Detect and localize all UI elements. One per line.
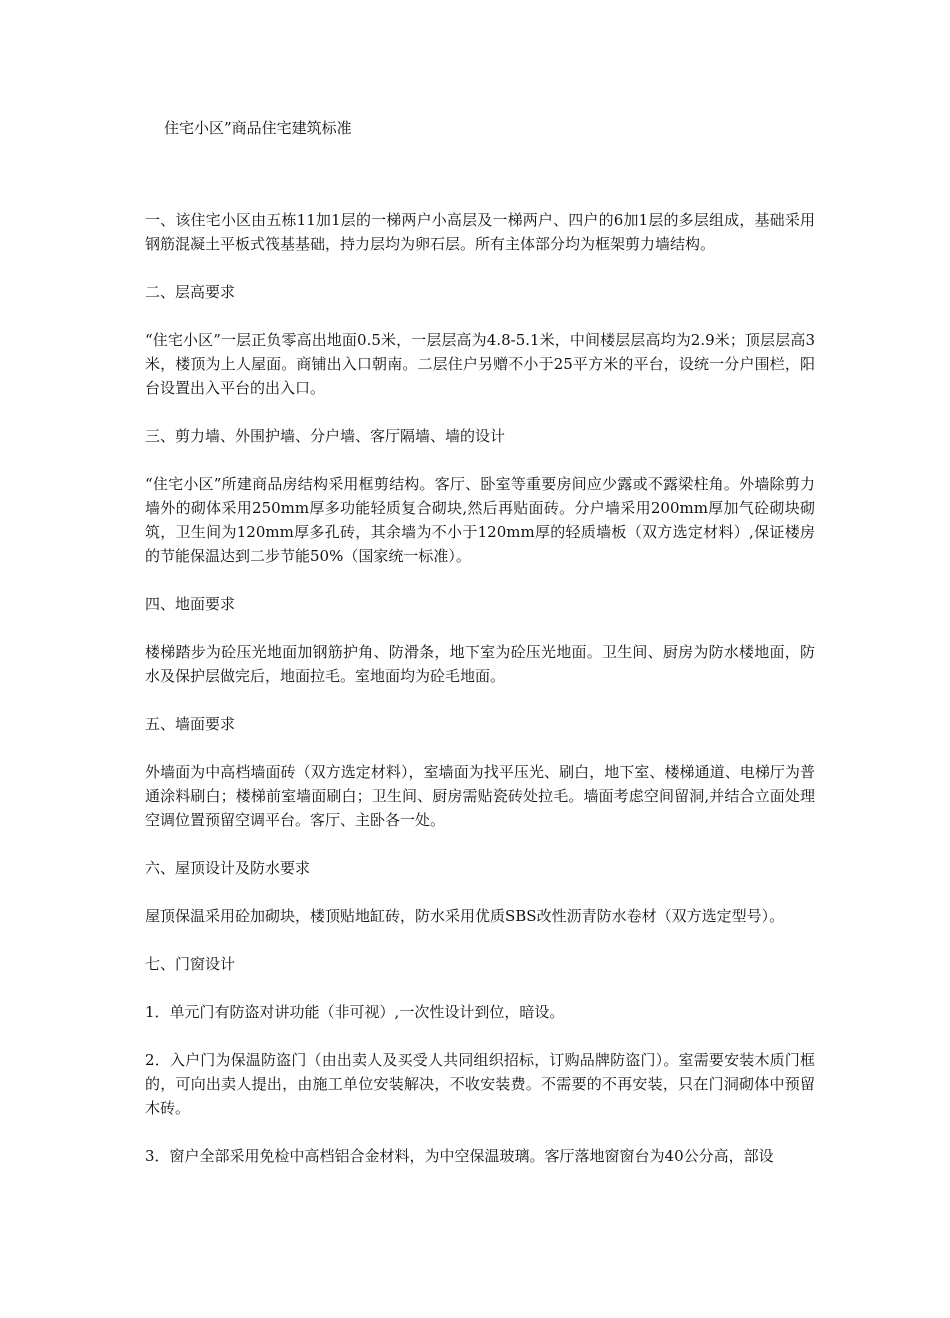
- paragraph-floor-height: “住宅小区”一层正负零高出地面0.5米，一层层高为4.8-5.1米，中间楼层层高均为2.9米；顶层层高3米，楼顶为上人屋面。商铺出入口朝南。二层住户另赠不小于25平方米的平台，设统一分户围栏，阳台设置出入平台的出入口。: [145, 331, 815, 397]
- heading-roof: 六、屋顶设计及防水要求: [145, 859, 311, 877]
- heading-wall-surface: 五、墙面要求: [145, 715, 236, 733]
- paragraph-door-item-2: 2．入户门为保温防盗门（由出卖人及买受人共同组织招标，订购品牌防盗门）。室需要安装木质门框的，可向出卖人提出，由施工单位安装解决，不收安装费。不需要的不再安装，只在门洞砌体中预留木砖。: [145, 1051, 815, 1117]
- heading-floor-height: 二、层高要求: [145, 283, 236, 301]
- paragraph-wall-surface: 外墙面为中高档墙面砖（双方选定材料），室墙面为找平压光、刷白，地下室、楼梯通道、电梯厅为普通涂料刷白；楼梯前室墙面刷白；卫生间、厨房需贴瓷砖处拉毛。墙面考虑空间留洞,并结合立面处理空调位置预留空调平台。客厅、主卧各一处。: [145, 763, 815, 829]
- paragraph-door-item-3: 3．窗户全部采用免检中高档铝合金材料，为中空保温玻璃。客厅落地窗窗台为40公分高，部设: [145, 1147, 774, 1165]
- paragraph-structure: 一、该住宅小区由五栋11加1层的一梯两户小高层及一梯两户、四户的6加1层的多层组成，基础采用钢筋混凝土平板式筏基基础，持力层均为卵石层。所有主体部分均为框架剪力墙结构。: [145, 211, 815, 253]
- document-title: 住宅小区”商品住宅建筑标准: [164, 119, 352, 137]
- paragraph-roof: 屋顶保温采用砼加砌块，楼顶贴地缸砖，防水采用优质SBS改性沥青防水卷材（双方选定型号）。: [145, 907, 785, 925]
- paragraph-floor: 楼梯踏步为砼压光地面加钢筋护角、防滑条，地下室为砼压光地面。卫生间、厨房为防水楼地面，防水及保护层做完后，地面拉毛。室地面均为砼毛地面。: [145, 643, 815, 685]
- document-body: [145, 208, 815, 1190]
- paragraph-door-item-1: 1．单元门有防盗对讲功能（非可视）,一次性设计到位，暗设。: [145, 1003, 565, 1021]
- heading-doors-windows: 七、门窗设计: [145, 955, 236, 973]
- paragraph-walls: “住宅小区”所建商品房结构采用框剪结构。客厅、卧室等重要房间应少露或不露梁柱角。外墙除剪力墙外的砌体采用250mm厚多功能轻质复合砌块,然后再贴面砖。分户墙采用200mm厚加气砼砌块砌筑，卫生间为120mm厚多孔砖，其余墙为不小于120mm厚的轻质墙板（双方选定材料）,保证楼房的节能保温达到二步节能50%（国家统一标准）。: [145, 475, 815, 565]
- heading-walls: 三、剪力墙、外围护墙、分户墙、客厅隔墙、墙的设计: [145, 427, 506, 445]
- heading-floor: 四、地面要求: [145, 595, 236, 613]
